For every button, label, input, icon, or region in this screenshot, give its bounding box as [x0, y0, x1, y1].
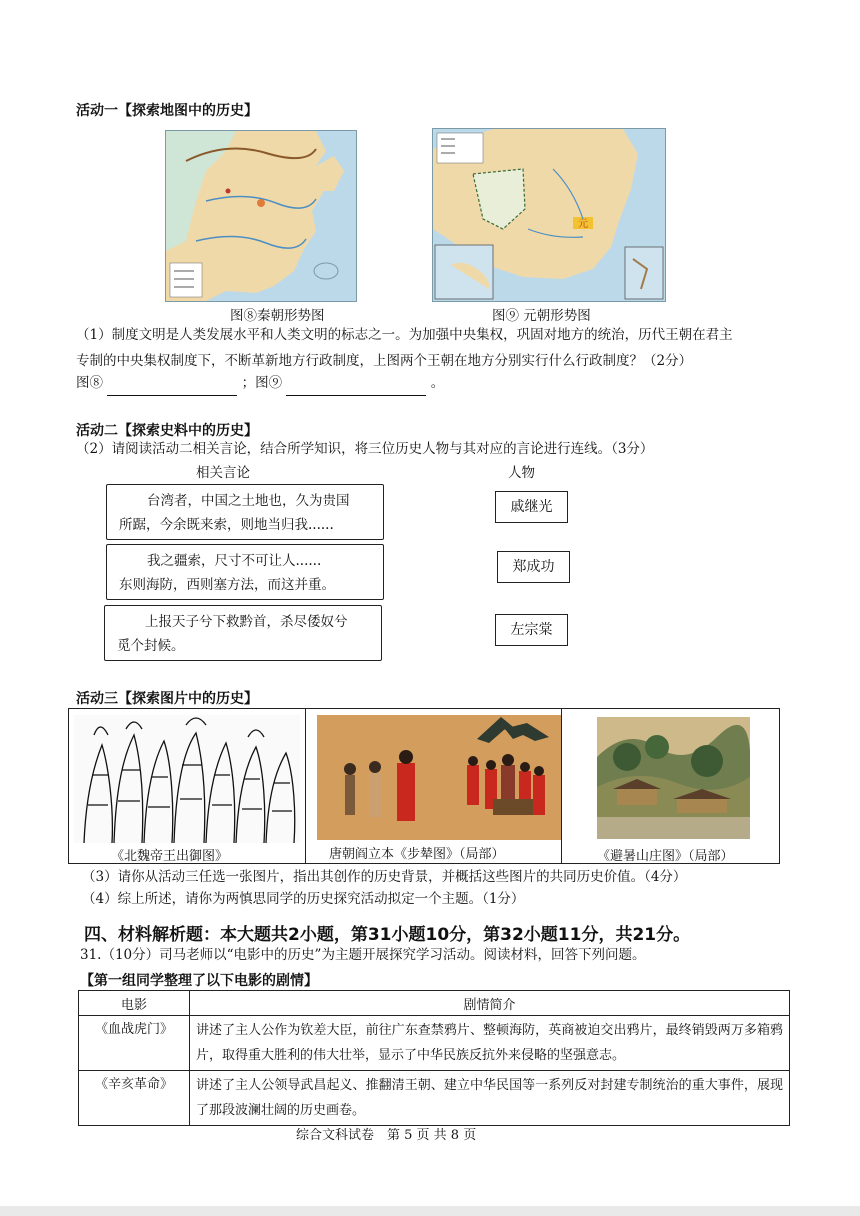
qin-map-image — [165, 130, 357, 302]
yuan-map-image — [432, 128, 666, 302]
bunian-tu-graphic — [317, 715, 561, 840]
quote-line: 上报天子兮下救黔首，杀尽倭奴兮 — [145, 614, 348, 630]
picture-cell — [69, 709, 306, 863]
page-footer: 综合文科试卷 第 5 页 共 8 页 — [296, 1128, 477, 1143]
quote-line: 台湾者，中国之土地也，久为贵国 — [147, 493, 350, 509]
film-title-cell: 《辛亥革命》 — [79, 1071, 190, 1126]
question1-line2: 专制的中央集权制度下，不断革新地方行政制度，上图两个王朝在地方分别实行什么行政制度？（2分） — [76, 353, 693, 369]
section4-title: 四、材料解析题：本大题共2小题，第31小题10分，第32小题11分，共21分。 — [84, 925, 691, 945]
quote-line: 所踞，今余既来索，则地当归我...... — [119, 517, 334, 533]
question1-answer-line — [76, 370, 444, 396]
beiwei-emperor-image — [74, 715, 300, 843]
yuan-map-label: 元 — [578, 219, 588, 230]
person-box[interactable]: 戚继光 — [495, 491, 568, 523]
picture-caption: 《北魏帝王出御图》 — [111, 849, 229, 864]
quote-line: 我之疆索，尺寸不可让人...... — [147, 553, 322, 569]
picture-grid — [68, 708, 780, 864]
group1-heading: 【第一组同学整理了以下电影的剧情】 — [80, 973, 318, 989]
film-title-cell: 《血战虎门》 — [79, 1016, 190, 1071]
question31: 31.（10分）司马老师以“电影中的历史”为主题开展探究学习活动。阅读材料，回答下列问题。 — [80, 947, 646, 963]
table-header-cell: 剧情简介 — [190, 991, 790, 1016]
table-row — [79, 1071, 790, 1126]
synopsis-cell: 讲述了主人公领导武昌起义、推翻清王朝、建立中华民国等一系列反对封建专制统治的重大事件，展现了那段波澜壮阔的历史画卷。 — [190, 1071, 790, 1126]
quote-line: 东则海防，西则塞方法，而这并重。 — [119, 577, 335, 593]
bunian-tu-image — [317, 715, 561, 840]
person-box[interactable]: 左宗棠 — [495, 614, 568, 646]
question1-line1: （1）制度文明是人类发展水平和人类文明的标志之一。为加强中央集权，巩固对地方的统治，历代王朝在君主 — [76, 327, 733, 343]
quote-line: 觅个封候。 — [117, 638, 185, 654]
question2: （2）请阅读活动二相关言论，结合所学知识，将三位历史人物与其对应的言论进行连线。（3分） — [76, 441, 654, 457]
question3: （3）请你从活动三任选一张图片，指出其创作的历史背景，并概括这些图片的共同历史价值。（4分） — [82, 869, 687, 885]
person-box[interactable]: 郑成功 — [497, 551, 570, 583]
answer-label-fig8: 图⑧ — [76, 375, 103, 391]
answer-blank-fig8[interactable] — [107, 381, 237, 396]
table-header-row — [79, 991, 790, 1016]
picture-cell — [561, 709, 779, 863]
yuan-map-graphic — [433, 129, 665, 301]
beiwei-emperor-graphic — [74, 715, 300, 843]
qin-map-graphic — [166, 131, 356, 301]
synopsis-cell: 讲述了主人公作为钦差大臣，前往广东查禁鸦片、整顿海防，英商被迫交出鸦片，最终销毁两万多箱鸦片，取得重大胜利的伟大壮举，显示了中华民族反抗外来侵略的坚强意志。 — [190, 1016, 790, 1071]
answer-label-fig9: ；图⑨ — [241, 375, 283, 391]
col-people-header: 人物 — [508, 465, 535, 481]
answer-end-mark: 。 — [430, 375, 445, 391]
quote-box[interactable] — [106, 484, 384, 540]
col-quotes-header: 相关言论 — [196, 465, 250, 481]
scan-bottom-edge — [0, 1206, 860, 1216]
activity1-title: 活动一【探索地图中的历史】 — [76, 103, 258, 119]
picture-cell — [305, 709, 562, 863]
question4: （4）综上所述，请你为两慎思同学的历史探究活动拟定一个主题。（1分） — [82, 891, 525, 907]
activity2-title: 活动二【探索史料中的历史】 — [76, 423, 258, 439]
bishu-shanzhuang-graphic — [597, 717, 750, 839]
answer-blank-fig9[interactable] — [286, 381, 426, 396]
film-plot-table — [78, 990, 790, 1126]
picture-caption: 《避暑山庄图》（局部） — [597, 849, 734, 864]
bishu-shanzhuang-image — [597, 717, 750, 839]
quote-box[interactable] — [106, 544, 384, 600]
table-row — [79, 1016, 790, 1071]
map9-caption: 图⑨ 元朝形势图 — [492, 308, 591, 324]
quote-box[interactable] — [104, 605, 382, 661]
picture-caption: 唐朝阎立本《步辇图》（局部） — [329, 847, 505, 862]
map8-caption: 图⑧秦朝形势图 — [230, 308, 325, 324]
activity3-title: 活动三【探索图片中的历史】 — [76, 691, 258, 707]
table-header-cell: 电影 — [79, 991, 190, 1016]
